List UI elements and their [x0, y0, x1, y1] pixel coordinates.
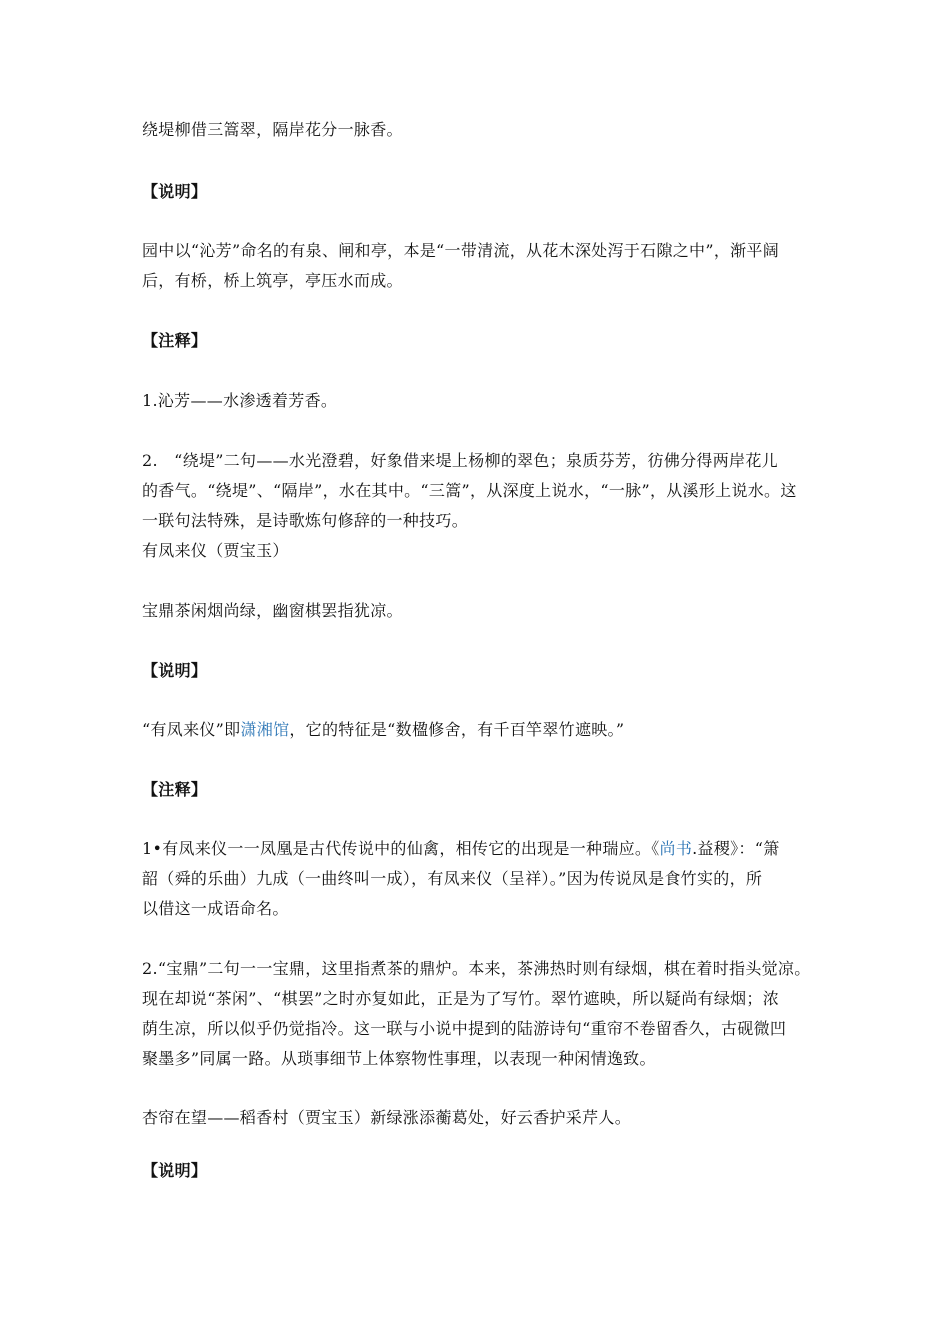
note-4-line-1: 2.“宝鼎”二句一一宝鼎，这里指煮茶的鼎炉。本来，茶沸热时则有绿烟，棋在着时指头觉凉。 [142, 959, 811, 978]
poem-title-2: 有凤来仪（贾宝玉） [142, 541, 289, 560]
poem-line-2: 宝鼎茶闲烟尚绿，幽窗棋罢指犹凉。 [142, 601, 403, 620]
explanation-paragraph-line-2: 后，有桥，桥上筑亭，亭压水而成。 [142, 271, 403, 290]
xiaoxiang-guan-link[interactable]: 潇湘馆 [240, 720, 290, 739]
note-2-line-2: 的香气。“绕堤”、“隔岸”，水在其中。“三篙”，从深度上说水，“一脉”，从溪形上说水。这 [142, 481, 797, 500]
note-2-line-3: 一联句法特殊，是诗歌炼句修辞的一种技巧。 [142, 511, 469, 530]
note-3-line-2: 韶（舜的乐曲）九成（一曲终叫一成），有凤来仪（呈祥）。”因为传说凤是食竹实的，所 [142, 869, 763, 888]
explanation-paragraph-line-1: 园中以“沁芳”命名的有泉、闸和亭，本是“一带清流，从花木深处泻于石隙之中”，渐平阔 [142, 241, 780, 260]
note-4-line-3: 荫生凉，所以似乎仍觉指冷。这一联与小说中提到的陆游诗句“重帘不卷留香久，古砚微凹 [142, 1019, 787, 1038]
note-3-line-1 [142, 840, 780, 858]
explanation-2-text-post: ，它的特征是“数楹修舍，有千百竿翠竹遮映。” [289, 720, 625, 739]
note-2-line-1: 2. “绕堤”二句——水光澄碧，好象借来堤上杨柳的翠色；泉质芬芳，彷佛分得两岸花儿 [142, 451, 778, 470]
note-3-text-pre: 1•有凤来仪一一凤凰是古代传说中的仙禽，相传它的出现是一种瑞应。《 [142, 839, 660, 858]
poem-title-3: 杏帘在望——稻香村（贾宝玉）新绿涨添蘅葛处，好云香护采芹人。 [142, 1108, 632, 1127]
note-4-line-4: 聚墨多”同属一路。从琐事细节上体察物性事理，以表现一种闲情逸致。 [142, 1049, 656, 1068]
poem-line-1: 绕堤柳借三篙翠，隔岸花分一脉香。 [142, 120, 403, 139]
explanation-2-text-pre: “有凤来仪”即 [142, 720, 241, 739]
section-heading-explanation: 【说明】 [142, 182, 208, 201]
section-heading-notes: 【注释】 [142, 331, 208, 350]
shangshu-link[interactable]: 尚书 [659, 839, 693, 858]
section-heading-explanation-2: 【说明】 [142, 661, 208, 680]
note-4-line-2: 现在却说“茶闲”、“棋罢”之时亦复如此，正是为了写竹。翠竹遮映，所以疑尚有绿烟；浓 [142, 989, 780, 1008]
note-3-line-3: 以借这一成语命名。 [142, 899, 289, 918]
section-heading-notes-2: 【注释】 [142, 780, 208, 799]
section-heading-explanation-3: 【说明】 [142, 1161, 208, 1180]
note-1: 1.沁芳——水渗透着芳香。 [142, 391, 338, 410]
note-3-text-post: .益稷》：“箫 [692, 839, 780, 858]
explanation-paragraph-2 [142, 721, 624, 739]
